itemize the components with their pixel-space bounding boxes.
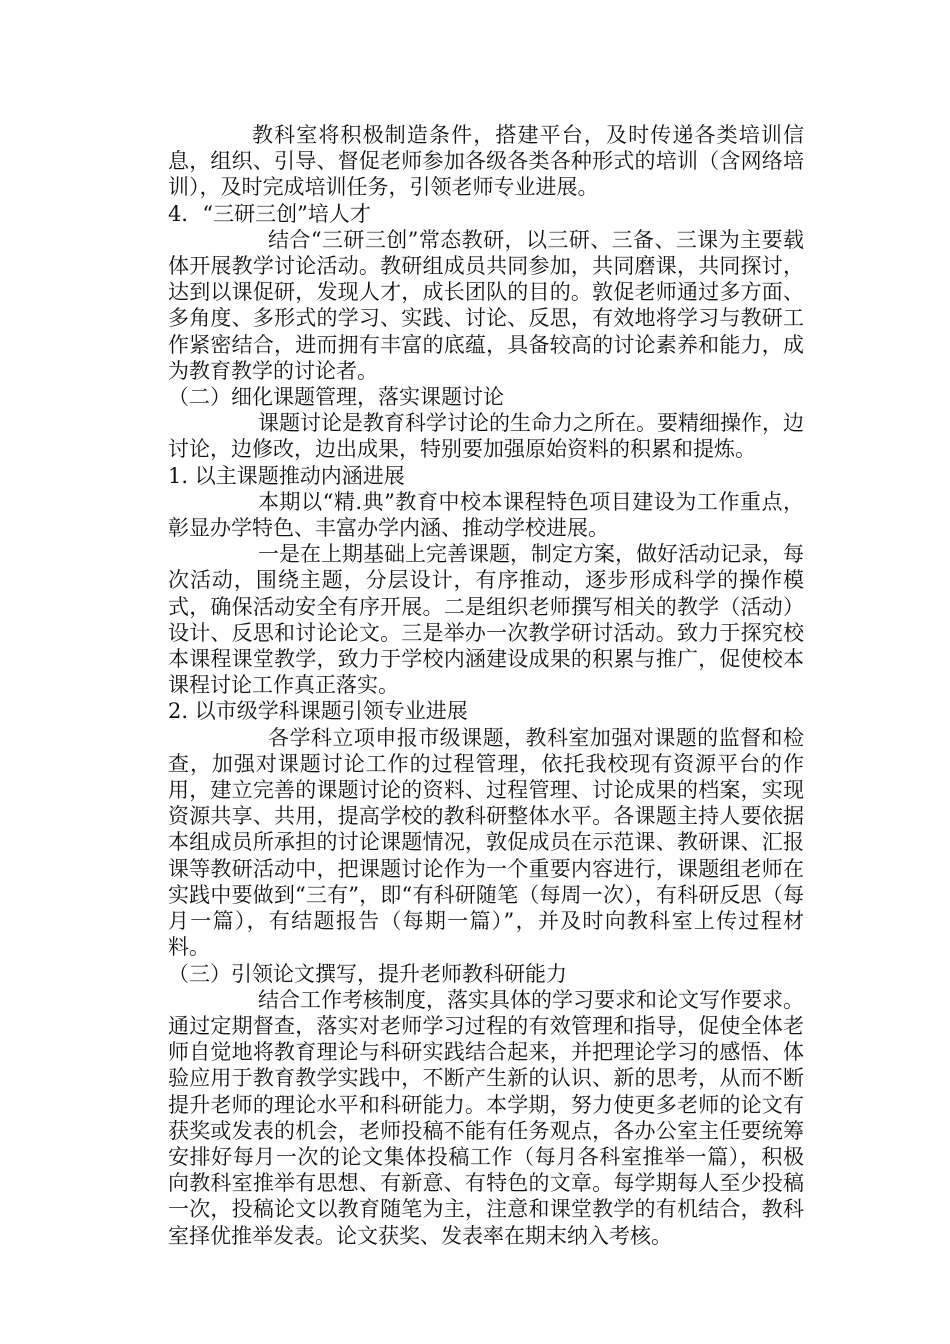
paragraph-topic-plan: 一是在上期基础上完善课题，制定方案，做好活动记录，每次活动，围绕主题，分层设计，有序推动，逐步形成科学的操作模式，确保活动安全有序开展。二是组织老师撰写相关的教学（活动）设计、反思和讨论论文。三是举办一次教学研讨活动。致力于探究校本课程课堂教学，致力于学校内涵建设成果的积累与推广，促使校本课程讨论工作真正落实。 — [168, 542, 804, 698]
heading-three-research: 4．“三研三创”培人才 — [168, 201, 371, 226]
paragraph-main-topic: 本期以“精.典”教育中校本课程特色项目建设为工作重点，彰显办学特色、丰富办学内涵、推动学校进展。 — [168, 489, 804, 541]
paragraph-three-research: 结合“三研三创”常态教研，以三研、三备、三课为主要载体开展教学讨论活动。教研组成员共同参加，共同磨课，共同探讨，达到以课促研，发现人才，成长团队的目的。敦促老师通过多方面、多角度、多形式的学习、实践、讨论、反思，有效地将学习与教研工作紧密结合，进而拥有丰富的底蕴，具备较高的讨论素养和能力，成为教育教学的讨论者。 — [168, 227, 804, 383]
paragraph-topic-discussion: 课题讨论是教育科学讨论的生命力之所在。要精细操作，边讨论，边修改，边出成果，特别要加强原始资料的积累和提炼。 — [168, 411, 804, 462]
heading-main-topic: 1. 以主课题推动内涵进展 — [168, 463, 405, 488]
heading-city-topic: 2. 以市级学科课题引领专业进展 — [168, 699, 468, 724]
paragraph-training-info: 教科室将积极制造条件，搭建平台，及时传递各类培训信息，组织、引导、督促老师参加各级各类各种形式的培训（含网络培训），及时完成培训任务，引领老师专业进展。 — [168, 123, 804, 200]
paragraph-paper-writing: 结合工作考核制度，落实具体的学习要求和论文写作要求。通过定期督查，落实对老师学习过程的有效管理和指导，促使全体老师自觉地将教育理论与科研实践结合起来，并把理论学习的感悟、体验应用于教育教学实践中，不断产生新的认识、新的思考，从而不断提升老师的理论水平和科研能力。本学期，努力使更多老师的论文有获奖或发表的机会，老师投稿不能有任务观点，各办公室主任要统筹安排好每月一次的论文集体投稿工作（每月各科室推举一篇），积极向教科室推举有思想、有新意、有特色的文章。每学期每人至少投稿一次，投稿论文以教育随笔为主，注意和课堂教学的有机结合，教科室择优推举发表。论文获奖、发表率在期末纳入考核。 — [168, 987, 804, 1248]
paragraph-city-topic: 各学科立项申报市级课题，教科室加强对课题的监督和检查，加强对课题讨论工作的过程管理，依托我校现有资源平台的作用，建立完善的课题讨论的资料、过程管理、讨论成果的档案，实现资源共享、共用，提高学校的教科研整体水平。各课题主持人要依据本组成员所承担的讨论课题情况，敦促成员在示范课、教研课、汇报课等教研活动中，把课题讨论作为一个重要内容进行，课题组老师在实践中要做到“三有”，即“有科研随笔（每周一次），有科研反思（每月一篇），有结题报告（每期一篇）”，并及时向教科室上传过程材料。 — [168, 725, 804, 960]
heading-topic-management: （二）细化课题管理，落实课题讨论 — [168, 385, 504, 410]
document-page — [168, 122, 804, 1249]
heading-paper-writing: （三）引领论文撰写，提升老师教科研能力 — [168, 961, 567, 986]
